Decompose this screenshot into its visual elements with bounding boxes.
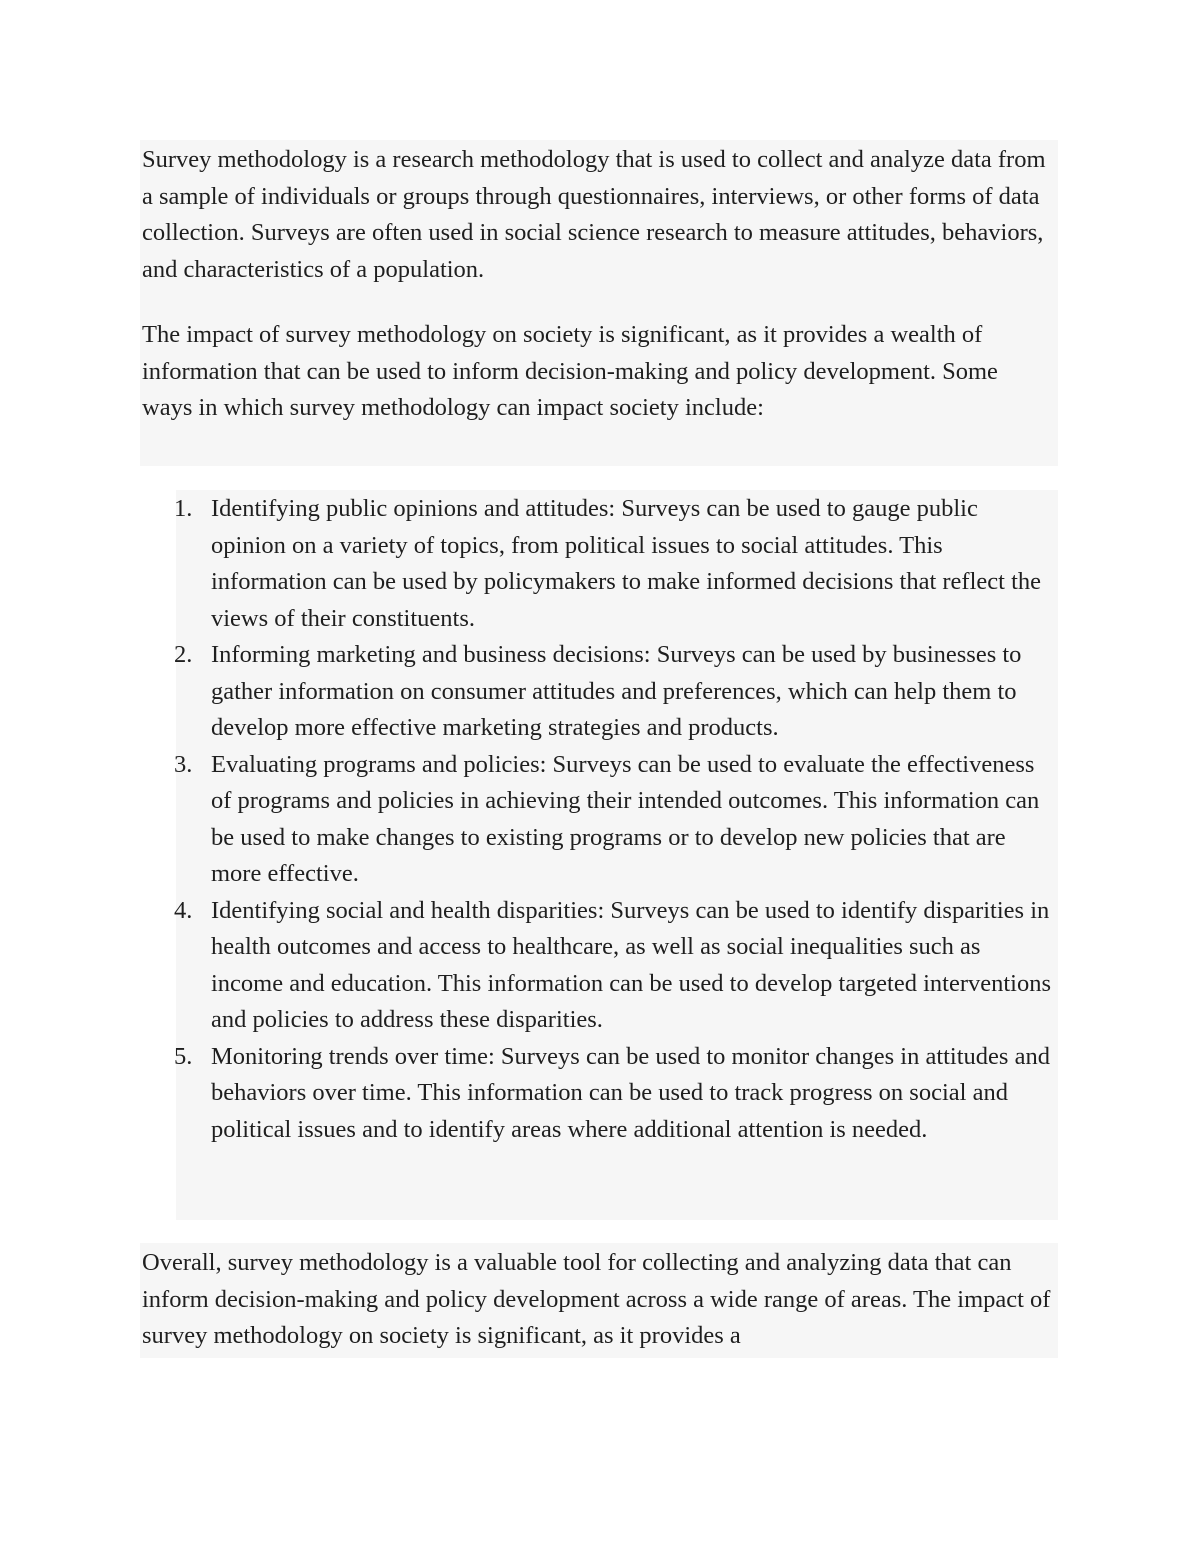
list-item bbox=[176, 637, 1054, 747]
list-item-number: 1. bbox=[174, 495, 193, 522]
list-item-text: Informing marketing and business decisions: Surveys can be used by businesses to gather information on consumer attitudes and preferences, which can help them to develop more effective marketing strategies and products. bbox=[211, 641, 1022, 741]
list-item-text: Monitoring trends over time: Surveys can be used to monitor changes in attitudes and behaviors over time. This information can be used to track progress on social and political issues and to identify areas where additional attention is needed. bbox=[211, 1042, 1050, 1143]
intro-paragraph-2: The impact of survey methodology on society is significant, as it provides a wealth of information that can be used to inform decision-making and policy development. Some ways in which survey methodology can impact society include: bbox=[142, 321, 998, 421]
list-item bbox=[176, 490, 1054, 637]
list-item-text: Identifying public opinions and attitudes: Surveys can be used to gauge public opinion on a variety of topics, from political issues to social attitudes. This information can be used by policymakers to make informed decisions that reflect the views of their constituents. bbox=[211, 495, 1042, 632]
list-item-number: 4. bbox=[174, 896, 193, 924]
impact-list-section bbox=[176, 490, 1058, 1220]
list-item-text: Identifying social and health disparities: Surveys can be used to identify disparities in health outcomes and access to healthcare, as well as social inequalities such as income and education. This information can be used to develop targeted interventions and policies to address these disparities. bbox=[211, 896, 1052, 1033]
list-item bbox=[176, 893, 1054, 1039]
intro-paragraph-1: Survey methodology is a research methodology that is used to collect and analyze data from a sample of individuals or groups through questionnaires, interviews, or other forms of data collection. Surveys are often used in social science research to measure attitudes, behaviors, and characteristics of a population. bbox=[142, 146, 1046, 283]
list-item bbox=[176, 747, 1054, 893]
intro-section bbox=[140, 140, 1058, 466]
list-item-text: Evaluating programs and policies: Surveys can be used to evaluate the effectiveness of programs and policies in achieving their intended outcomes. This information can be used to make changes to existing programs or to develop new policies that are more effective. bbox=[211, 750, 1040, 887]
list-item-number: 5. bbox=[174, 1042, 193, 1070]
list-item bbox=[176, 1039, 1054, 1149]
list-item-number: 2. bbox=[174, 641, 193, 668]
impact-list bbox=[176, 490, 1054, 1148]
outro-section bbox=[140, 1243, 1058, 1358]
list-item-number: 3. bbox=[174, 750, 193, 778]
outro-paragraph: Overall, survey methodology is a valuable tool for collecting and analyzing data that can inform decision-making and policy development across a wide range of areas. The impact of survey methodology on society is significant, as it provides a bbox=[142, 1249, 1051, 1349]
